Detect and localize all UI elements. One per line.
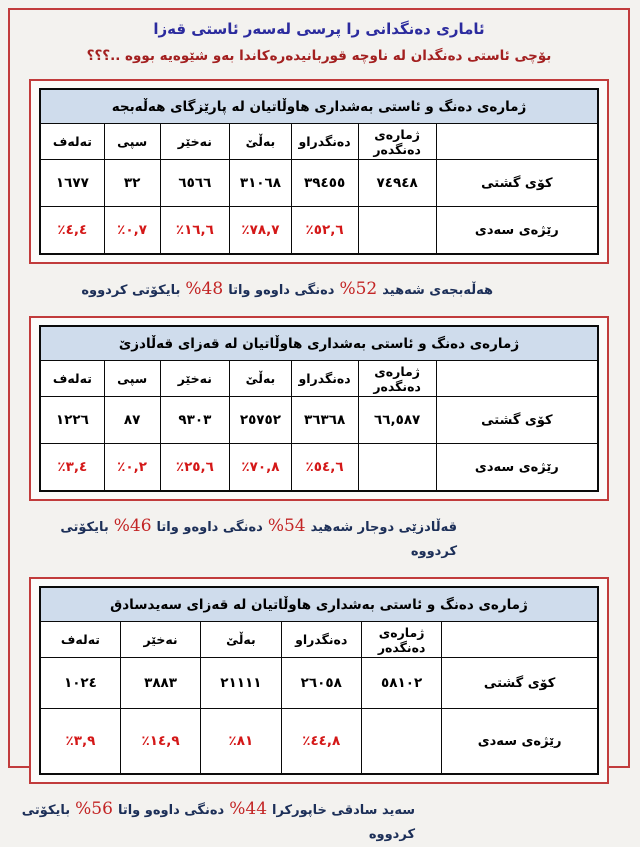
col-header-yes: بەڵێ xyxy=(230,361,291,397)
table-title-qaladze: ژمارەی دەنگ و ئاستی بەشداری هاوڵاتیان لە قەزای قەڵادزێ xyxy=(40,326,598,361)
pct-spoiled: ٪٣,٤ xyxy=(40,444,104,492)
pct-votes-cast: ٪٥٢,٦ xyxy=(291,207,358,255)
pct-votes-cast: ٪٤٤,٨ xyxy=(281,709,361,775)
caption-percent-boycott: %46 xyxy=(113,516,152,536)
total-row-label: کۆی گشتی xyxy=(436,397,598,444)
caption-text: سەید سادقی خاپورکرا xyxy=(272,803,415,818)
pct-votes-cast: ٪٥٤,٦ xyxy=(291,444,358,492)
caption-percent-voted: %44 xyxy=(229,799,268,819)
caption-text: دەنگی داوەو واتا xyxy=(228,283,335,298)
caption-text: دەنگی داوەو واتا xyxy=(117,803,225,818)
pct-yes: ٪٧٠,٨ xyxy=(230,444,291,492)
percent-row-label: رێژەی سەدی xyxy=(436,207,598,255)
total-yes: ٣١٠٦٨ xyxy=(230,160,291,207)
total-blank: ٣٢ xyxy=(104,160,160,207)
results-table-halabja xyxy=(39,88,599,255)
row-label-header xyxy=(436,361,598,397)
col-header-yes: بەڵێ xyxy=(230,124,291,160)
total-votes-cast: ٣٩٤٥٥ xyxy=(291,160,358,207)
table-box-saidsadiq xyxy=(29,577,609,784)
total-row-label: کۆی گشتی xyxy=(436,160,598,207)
caption-saidsadiq xyxy=(10,797,628,847)
caption-text: بایکۆتی کردووە xyxy=(60,520,457,559)
caption-percent-boycott: %48 xyxy=(185,279,224,299)
table-title-halabja: ژمارەی دەنگ و ئاستی بەشداری هاوڵاتیان لە پارێزگای هەڵەبجە xyxy=(40,89,598,124)
col-header-voters: ژمارەی دەنگدەر xyxy=(358,361,436,397)
pct-no: ٪١٦,٦ xyxy=(160,207,230,255)
caption-percent-voted: %54 xyxy=(267,516,306,536)
total-spoiled: ١٦٧٧ xyxy=(40,160,104,207)
col-header-yes: بەڵێ xyxy=(201,622,281,658)
total-row-label: کۆی گشتی xyxy=(442,658,598,709)
total-no: ٦٥٦٦ xyxy=(160,160,230,207)
col-header-spoiled: تەلەف xyxy=(40,124,104,160)
table-box-halabja xyxy=(29,79,609,264)
pct-yes: ٪٧٨,٧ xyxy=(230,207,291,255)
col-header-votes-cast: دەنگدراو xyxy=(291,124,358,160)
pct-no: ٪٢٥,٦ xyxy=(160,444,230,492)
pct-voters xyxy=(358,207,436,255)
col-header-spoiled: تەلەف xyxy=(40,622,120,658)
col-header-no: نەخێر xyxy=(120,622,200,658)
pct-blank: ٪٠,٧ xyxy=(104,207,160,255)
col-header-voters: ژمارەی دەنگدەر xyxy=(361,622,441,658)
col-header-spoiled: تەلەف xyxy=(40,361,104,397)
caption-text: هەڵەبجەی شەهید xyxy=(382,283,493,298)
total-voters: ٦٦,٥٨٧ xyxy=(358,397,436,444)
percent-row-label: رێژەی سەدی xyxy=(436,444,598,492)
pct-voters xyxy=(361,709,441,775)
total-spoiled: ١٠٢٤ xyxy=(40,658,120,709)
row-label-header xyxy=(436,124,598,160)
table-box-qaladze xyxy=(29,316,609,501)
pct-no: ٪١٤,٩ xyxy=(120,709,200,775)
pct-spoiled: ٪٤,٤ xyxy=(40,207,104,255)
caption-qaladze xyxy=(10,514,628,564)
caption-percent-voted: %52 xyxy=(339,279,378,299)
total-voters: ٥٨١٠٢ xyxy=(361,658,441,709)
col-header-votes-cast: دەنگدراو xyxy=(291,361,358,397)
col-header-blank: سپی xyxy=(104,124,160,160)
results-table-saidsadiq xyxy=(39,586,599,775)
caption-percent-boycott: %56 xyxy=(75,799,113,819)
pct-yes: ٪٨١ xyxy=(201,709,281,775)
page-subtitle: بۆچی ئاستی دەنگدان لە ناوچە قوربانیدەرەکاندا بەو شێوەیە بووە ..؟؟؟ xyxy=(86,48,552,64)
caption-halabja xyxy=(10,277,628,303)
col-header-votes-cast: دەنگدراو xyxy=(281,622,361,658)
percent-row-label: رێژەی سەدی xyxy=(442,709,598,775)
col-header-voters: ژمارەی دەنگدەر xyxy=(358,124,436,160)
col-header-no: نەخێر xyxy=(160,361,230,397)
col-header-blank: سپی xyxy=(104,361,160,397)
pct-blank: ٪٠,٢ xyxy=(104,444,160,492)
total-no: ٣٨٨٣ xyxy=(120,658,200,709)
total-yes: ٢١١١١ xyxy=(201,658,281,709)
pct-voters xyxy=(358,444,436,492)
total-blank: ٨٧ xyxy=(104,397,160,444)
page-title: ئاماری دەنگدانی را پرسی لەسەر ئاستی قەزا xyxy=(153,20,485,38)
total-voters: ٧٤٩٤٨ xyxy=(358,160,436,207)
caption-text: بایکۆتی کردووە xyxy=(21,803,415,842)
total-no: ٩٣٠٣ xyxy=(160,397,230,444)
total-votes-cast: ٢٦٠٥٨ xyxy=(281,658,361,709)
table-title-saidsadiq: ژمارەی دەنگ و ئاستی بەشداری هاوڵاتیان لە قەزای سەیدسادق xyxy=(40,587,598,622)
pct-spoiled: ٪٣,٩ xyxy=(40,709,120,775)
row-label-header xyxy=(442,622,598,658)
results-table-qaladze xyxy=(39,325,599,492)
total-yes: ٢٥٧٥٢ xyxy=(230,397,291,444)
caption-text: دەنگی داوەو واتا xyxy=(156,520,263,535)
total-votes-cast: ٣٦٣٦٨ xyxy=(291,397,358,444)
caption-text: قەڵادزێی دوجار شەهید xyxy=(310,520,457,535)
caption-text: بایکۆتی کردووە xyxy=(81,283,181,298)
total-spoiled: ١٢٢٦ xyxy=(40,397,104,444)
page-frame xyxy=(8,8,630,842)
col-header-no: نەخێر xyxy=(160,124,230,160)
